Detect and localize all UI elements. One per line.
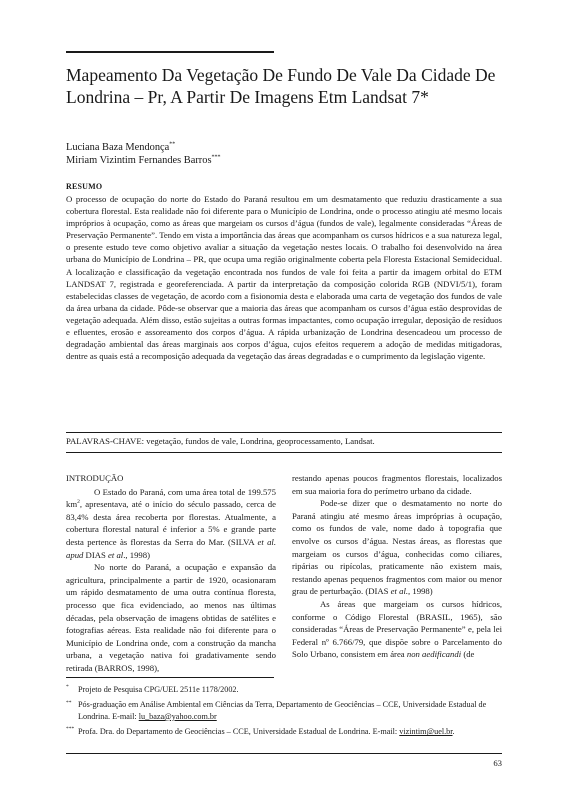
abstract-heading: RESUMO [66, 182, 103, 191]
intro-p1-text-a: O Estado do Paraná, com uma área total de 199.575 km [66, 486, 276, 510]
footnote-2-text: Pós-graduação em Análise Ambiental em Ciências da Terra, Departamento de Geociências – CCE, Universidade Estadual de Londrina. E-mail: [78, 700, 487, 721]
footnotes [66, 684, 506, 742]
keywords-line: PALAVRAS-CHAVE: vegetação, fundos de vale, Londrina, geoprocessamento, Landsat. [66, 436, 375, 446]
footnote-3-email-link[interactable]: vizintim@uel.br [399, 727, 453, 737]
intro-p1-text-d: ., 1998) [123, 549, 150, 560]
author-1-name: Luciana Baza Mendonça [66, 142, 170, 153]
intro-p1-citation-italic: et al. apud [66, 536, 277, 560]
intro-p4-text-a: Pode-se dizer que o desmatamento no norte do Paraná atingiu até mesmo áreas impróprias à ocupação, como os fundos de vale, nome dado à topografia que envolve os cursos d’água. Nestas áreas, as florestas que margeiam os cursos d’água, conhecidas como ciliares, ripárias ou ripícolas, praticamente não existem mais, restando apenas pequenos fragmentos com maior ou menor grau de perturbação. (DIAS [292, 498, 502, 597]
author-2-mark: *** [211, 154, 221, 161]
footnote-2: ** Pós-graduação em Análise Ambiental em Ciências da Terra, Departamento de Geociências – CCE, Universidade Estadual de Londrina. E-mail: lu_baza@yahoo.com.br [66, 699, 487, 721]
intro-p1-text-b: , apresentava, até o início do século passado, cerca de 83,4% desta área recoberta por florestas. Atualmente, a cobertura florestal natural é inferior a 5% e grande parte desta pertence às florestas da Serra do Mar. (SILVA [66, 499, 276, 547]
intro-p1-citation-italic-2: et al [108, 549, 124, 560]
intro-paragraph-4 [292, 598, 502, 661]
footnote-3-tail: . [452, 727, 455, 737]
author-1 [66, 141, 486, 154]
intro-p5-text-a: As áreas que margeiam os cursos hídricos, conforme o Código Florestal (BRASIL, 1965), são consideradas “Áreas de Preservação Permanente” e, pela lei Federal nº 6.766/79, que dispõe sobre o Parcelamento do Solo Urbano, consistem em área [292, 598, 502, 660]
intro-p1-superscript: 2 [77, 499, 80, 506]
header-rule [66, 51, 274, 53]
intro-p4-citation-italic: et al. [390, 586, 409, 597]
intro-p5-text-b: (de [461, 649, 475, 660]
body-column-right [292, 472, 502, 661]
author-2-name: Miriam Vizintim Fernandes Barros [66, 155, 212, 166]
keywords-top-rule [66, 432, 502, 433]
intro-paragraph-3 [292, 497, 502, 598]
intro-p4-text-b: , 1998) [408, 586, 433, 597]
paper-title: Mapeamento Da Vegetação De Fundo De Vale Da Cidade De Londrina – Pr, A Partir De Imagens Etm Landsat 7* [66, 65, 496, 107]
intro-paragraph-2: No norte do Paraná, a ocupação e expansão da agricultura, principalmente a partir de 1920, ocasionaram um rápido desmatamento de uma outra contínua floresta, processo que fica evidenciado, ao menos nas últimas décadas, pela observação de imagens obtidas de satélites e fotografias aéreas. Esta realidade não foi diferente para o Município de Londrina onde, com a construção da mancha urbana, a vegetação nativa foi gradativamente sendo retirada (BARROS, 1998), [66, 562, 276, 673]
footnote-1-text: Projeto de Pesquisa CPG/UEL 2511e 1178/2002. [78, 685, 239, 694]
body-column-left [66, 472, 276, 675]
footer-rule [66, 753, 502, 754]
author-1-mark: ** [169, 141, 176, 148]
section-heading-introduction: INTRODUÇÃO [66, 473, 124, 483]
author-2 [66, 154, 486, 167]
footnote-1: * Projeto de Pesquisa CPG/UEL 2511e 1178/2002. [66, 684, 239, 694]
keywords-bottom-rule [66, 452, 502, 453]
footnote-rule [66, 677, 274, 678]
intro-paragraph-2-continued: restando apenas poucos fragmentos florestais, localizados em sua maioria fora do perímetro urbano da cidade. [292, 473, 502, 496]
footnote-3-text: Profa. Dra. do Departamento de Geociências – CCE, Universidade Estadual de Londrina. E-mail: [78, 727, 400, 737]
intro-p5-italic: non aedificandi [406, 649, 462, 660]
intro-p1-text-c: DIAS [83, 549, 108, 560]
intro-paragraph-1 [66, 486, 276, 562]
author-list [66, 141, 486, 167]
page-number: 63 [493, 758, 502, 768]
footnote-2-email-link[interactable]: lu_baza@yahoo.com.br [138, 711, 217, 721]
footnote-3: *** Profa. Dra. do Departamento de Geociências – CCE, Universidade Estadual de Londrina. E-mail: vizintim@uel.br. [66, 726, 455, 737]
abstract-text: O processo de ocupação do norte do Estado do Paraná resultou em um desmatamento que reduziu drasticamente a sua cobertura florestal. Esta realidade não foi diferente para o Município de Londrina, onde o processo atingiu até mesmo locais impróprios à ocupação, como as áreas que margeiam os cursos d’água (fundos de vale), legalmente consideradas “Áreas de Preservação Permanente”. Tendo em vista a importância das áreas que acompanham os cursos hídricos e a sua natureza legal, o presente estudo teve como objetivo avaliar a situação da vegetação nestes locais. O trabalho foi desenvolvido na área urbana do Município de Londrina – PR, que ocupa uma região originalmente coberta pela Floresta Estacional Semidecidual. A localização e classificação da vegetação encontrada nos fundos de vale foi feita a partir da imagem orbital do ETM LANDSAT 7, registrada e georeferenciada. A partir da interpretação da composição colorida RGB (NDVI/5/1), foram estabelecidas classes de vegetação, de acordo com a fisionomia desta e elaborada uma carta de vegetação dos fundos de vale da área urbana da cidade. Pôde-se observar que a maioria das áreas que acompanham os cursos d’água estão desprovidas de vegetação adequada. Além disso, estão sujeitas a outras formas impactantes, como ocupação irregular, deposição de resíduos e efluentes, erosão e assoreamento dos corpos d’água. A rápida urbanização de Londrina desencadeou um processo de degradação ambiental das áreas marginais aos corpos d’água, cujos efeitos requerem a adoção de medidas mitigadoras, dentre as quais está a recomposição adequada da vegetação das áreas degradadas e o cumprimento da legislação vigente. [66, 194, 502, 362]
